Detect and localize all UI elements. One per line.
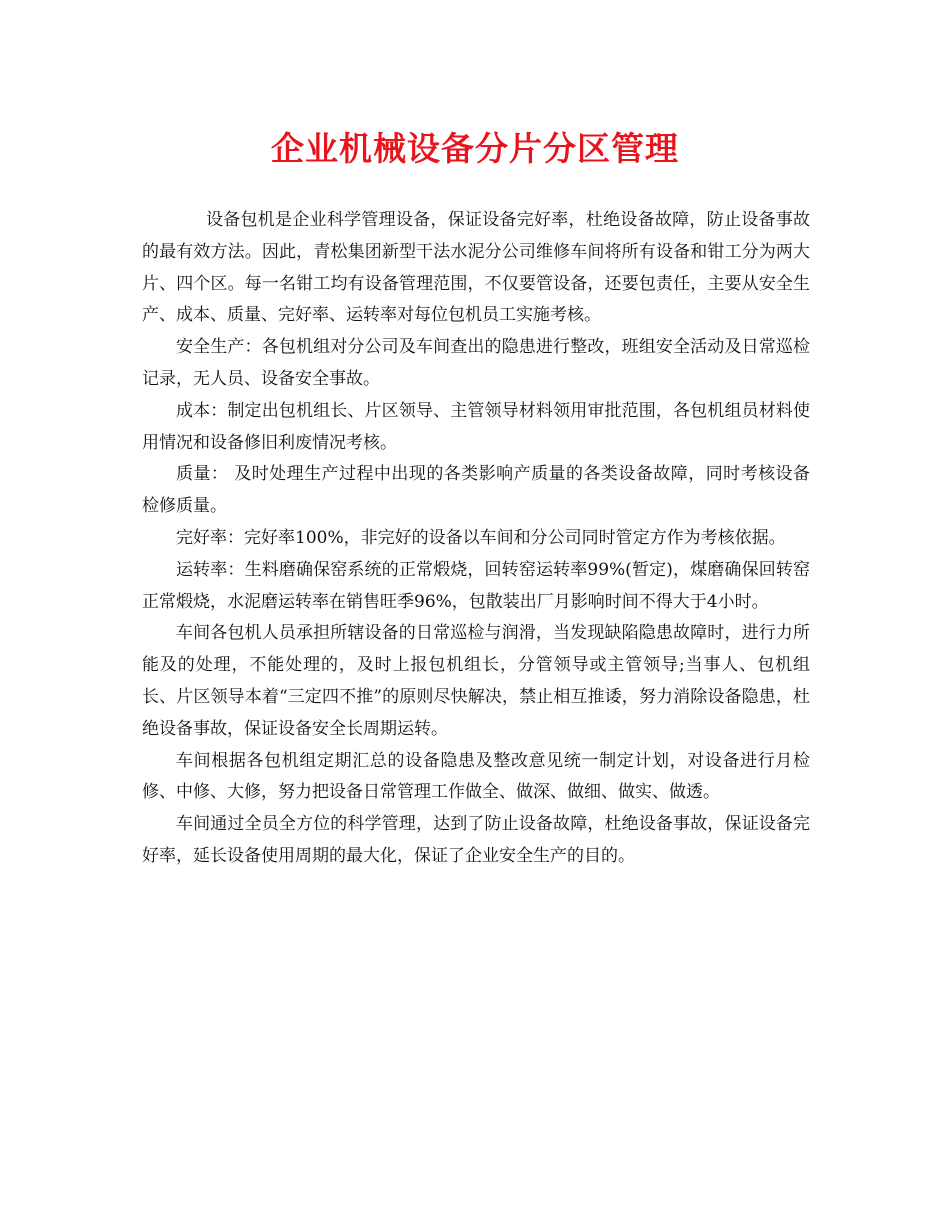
document-title: 企业机械设备分片分区管理 <box>271 129 679 168</box>
paragraph-intro: 设备包机是企业科学管理设备，保证设备完好率，杜绝设备故障，防止设备事故的最有效方法。因此，青松集团新型干法水泥分公司维修车间将所有设备和钳工分为两大片、四个区。每一名钳工均有设备管理范围，不仅要管设备，还要包责任，主要从安全生产、成本、质量、完好率、运转率对每位包机员工实施考核。 <box>142 210 810 326</box>
paragraph-conclusion: 车间通过全员全方位的科学管理，达到了防止设备故障，杜绝设备事故，保证设备完好率，延长设备使用周期的最大化，保证了企业安全生产的目的。 <box>142 814 810 866</box>
document-body <box>142 205 810 873</box>
paragraph-quality: 质量： 及时处理生产过程中出现的各类影响产质量的各类设备故障，同时考核设备检修质量。 <box>142 464 810 517</box>
paragraph-integrity-rate: 完好率：完好率100%，非完好的设备以车间和分公司同时管定方作为考核依据。 <box>176 527 786 548</box>
paragraph-inspection: 车间各包机人员承担所辖设备的日常巡检与润滑，当发现缺陷隐患故障时，进行力所能及的处理，不能处理的，及时上报包机组长，分管领导或主管领导;当事人、包机组长、片区领导本着“三定四不推”的原则尽快解决，禁止相互推诿，努力消除设备隐患，杜绝设备事故，保证设备安全长周期运转。 <box>142 623 810 739</box>
paragraph-maintenance-plan: 车间根据各包机组定期汇总的设备隐患及整改意见统一制定计划，对设备进行月检修、中修、大修，努力把设备日常管理工作做全、做深、做细、做实、做透。 <box>142 750 810 803</box>
paragraph-cost: 成本：制定出包机组长、片区领导、主管领导材料领用审批范围，各包机组员材料使用情况和设备修旧利废情况考核。 <box>142 400 810 453</box>
paragraph-operation-rate: 运转率：生料磨确保窑系统的正常煅烧，回转窑运转率99%(暂定)，煤磨确保回转窑正常煅烧，水泥磨运转率在销售旺季96%，包散装出厂月影响时间不得大于4小时。 <box>142 559 810 612</box>
paragraph-safety: 安全生产：各包机组对分公司及车间查出的隐患进行整改，班组安全活动及日常巡检记录，无人员、设备安全事故。 <box>142 337 810 389</box>
